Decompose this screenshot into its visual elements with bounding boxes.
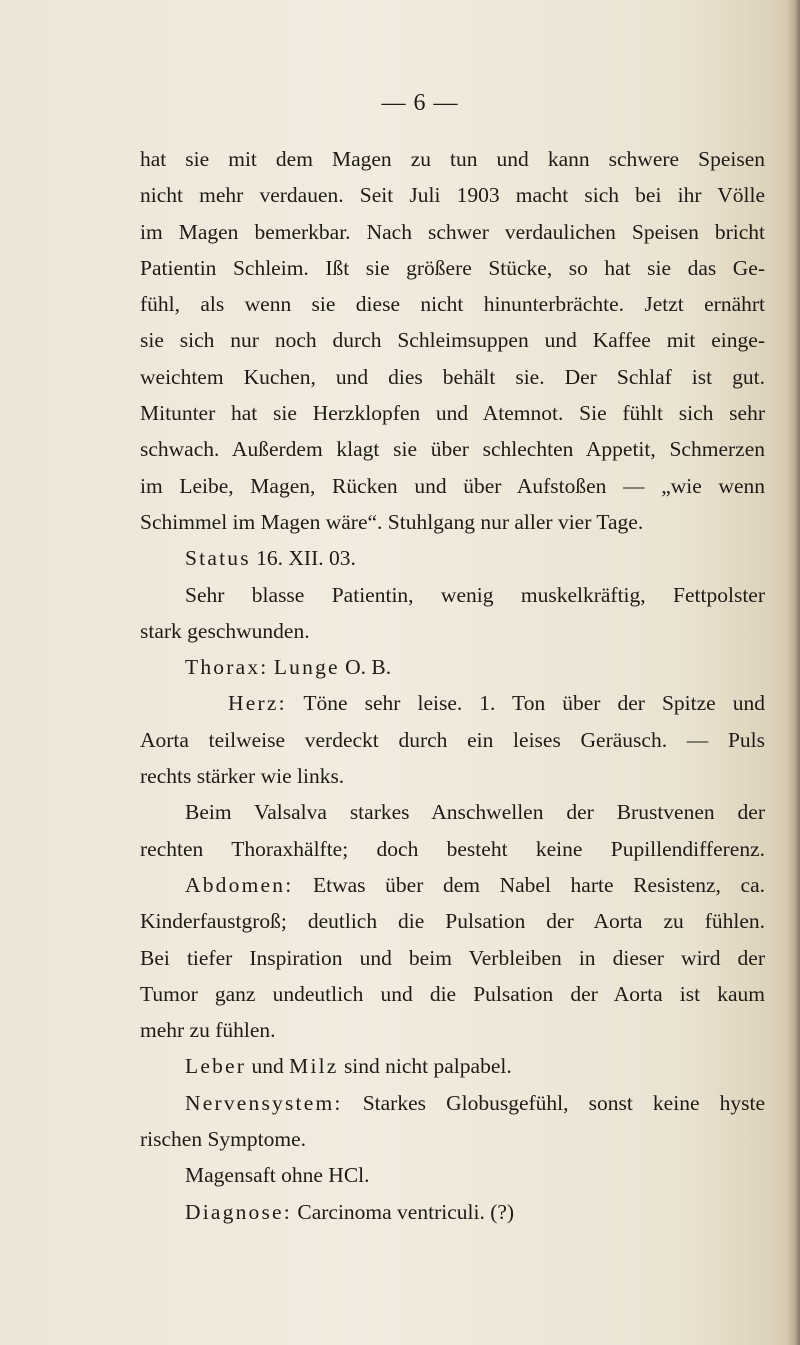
milz-label: Milz bbox=[289, 1054, 339, 1079]
diagnose-value: Carcinoma ventriculi. (?) bbox=[297, 1199, 515, 1224]
thorax-line bbox=[140, 649, 765, 685]
diagnose-label: Diagnose: bbox=[185, 1199, 292, 1224]
abdomen-line bbox=[140, 867, 765, 903]
text-line: nicht mehr verdauen. Seit Juli 1903 macht sich bei ihr Völle bbox=[140, 183, 765, 208]
text-line: Mitunter hat sie Herzklopfen und Atemnot. Sie fühlt sich sehr bbox=[140, 401, 765, 426]
nerven-line bbox=[140, 1085, 765, 1121]
text-line: Tumor ganz undeutlich und die Pulsation der Aorta ist kaum bbox=[140, 981, 765, 1006]
leber-line bbox=[140, 1048, 765, 1084]
text-line: schwach. Außerdem klagt sie über schlechten Appetit, Schmerzen bbox=[140, 437, 765, 462]
diagnose-line bbox=[140, 1194, 765, 1230]
lunge-value: O. B. bbox=[345, 655, 392, 680]
abdomen-label: Abdomen: bbox=[185, 872, 294, 897]
nerven-text: Starkes Globusgefühl, sonst keine hyste bbox=[362, 1090, 765, 1115]
leber-label: Leber bbox=[185, 1054, 247, 1079]
text-line: Patientin Schleim. Ißt sie größere Stücke, so hat sie das Ge- bbox=[140, 255, 765, 280]
text-line: mehr zu fühlen. bbox=[140, 1018, 276, 1043]
text-line: hat sie mit dem Magen zu tun und kann schwere Speisen bbox=[140, 147, 765, 171]
herz-line bbox=[140, 685, 765, 721]
thorax-label: Thorax: bbox=[185, 655, 269, 680]
text-line: im Magen bemerkbar. Nach schwer verdaulichen Speisen bricht bbox=[140, 219, 765, 244]
leber-und: und bbox=[251, 1054, 284, 1079]
text-line: weichtem Kuchen, und dies behält sie. Der Schlaf ist gut. bbox=[140, 364, 765, 389]
text-line: Aorta teilweise verdeckt durch ein leises Geräusch. — Puls bbox=[140, 727, 765, 752]
text-line: Kinderfaustgroß; deutlich die Pulsation der Aorta zu fühlen. bbox=[140, 909, 765, 934]
lunge-label: Lunge bbox=[273, 655, 340, 680]
abdomen-text: Etwas über dem Nabel harte Resistenz, ca. bbox=[313, 872, 765, 897]
magensaft-line: Magensaft ohne HCl. bbox=[185, 1163, 370, 1188]
nerven-label: Nervensystem: bbox=[185, 1090, 343, 1115]
text-line: fühl, als wenn sie diese nicht hinunterbrächte. Jetzt ernährt bbox=[140, 292, 765, 317]
status-line bbox=[140, 540, 765, 576]
page-edge-shadow bbox=[786, 0, 800, 1345]
text-line: Beim Valsalva starkes Anschwellen der Brustvenen der bbox=[185, 800, 765, 825]
leber-rest: sind nicht palpabel. bbox=[343, 1054, 512, 1079]
herz-label: Herz: bbox=[228, 691, 287, 716]
text-line: Bei tiefer Inspiration und beim Verbleiben in dieser wird der bbox=[140, 945, 765, 970]
body-text bbox=[140, 141, 765, 1230]
text-line: Schimmel im Magen wäre“. Stuhlgang nur aller vier Tage. bbox=[140, 509, 644, 534]
herz-text: Töne sehr leise. 1. Ton über der Spitze und bbox=[303, 691, 765, 716]
status-label: Status bbox=[185, 546, 251, 571]
text-line: rechts stärker wie links. bbox=[140, 764, 345, 789]
text-line: sie sich nur noch durch Schleimsuppen und Kaffee mit einge- bbox=[140, 328, 765, 353]
text-line: Sehr blasse Patientin, wenig muskelkräftig, Fettpolster bbox=[185, 582, 765, 607]
text-line: im Leibe, Magen, Rücken und über Aufstoßen — „wie wenn bbox=[140, 473, 765, 498]
text-line: stark geschwunden. bbox=[140, 618, 310, 643]
text-line: rechten Thoraxhälfte; doch besteht keine Pupillendifferenz. bbox=[140, 836, 765, 861]
page-number: — 6 — bbox=[381, 90, 459, 116]
text-line: rischen Symptome. bbox=[140, 1127, 307, 1152]
status-date: 16. XII. 03. bbox=[256, 546, 356, 571]
